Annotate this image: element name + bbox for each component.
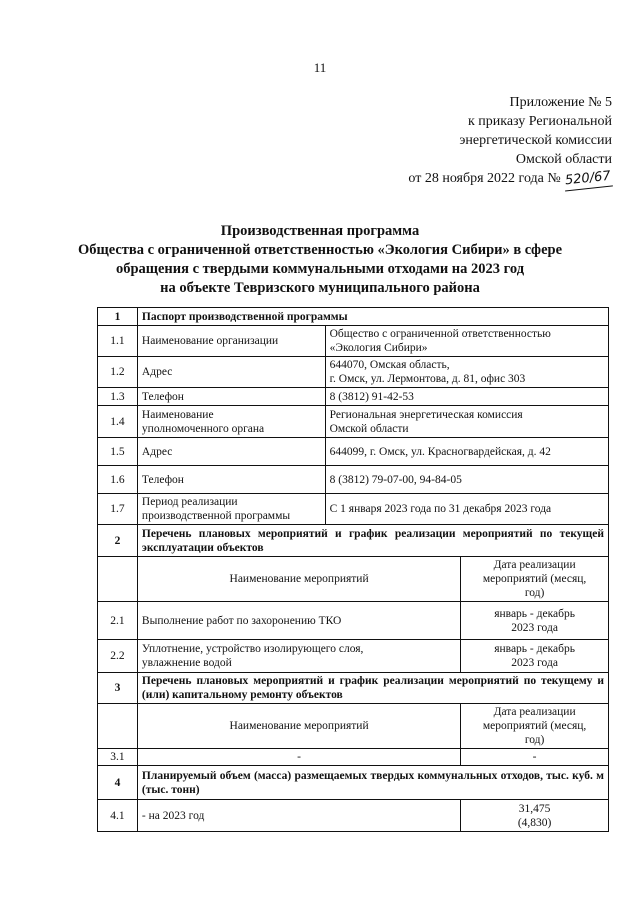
row-number: 1.2 <box>98 357 138 388</box>
row-label: - на 2023 год <box>137 800 460 832</box>
appendix-line-1: Приложение № 5 <box>509 95 612 110</box>
handwritten-order-number: 520/67 <box>563 167 613 192</box>
table-row <box>98 602 609 640</box>
section-number: 1 <box>98 308 138 326</box>
appendix-line-2: к приказу Региональной <box>467 114 612 129</box>
appendix-date-line <box>408 169 612 189</box>
row-value: Региональная энергетическая комиссия Омской области <box>325 406 608 438</box>
row-label: Уплотнение, устройство изолирующего слоя, увлажнение водой <box>137 640 460 673</box>
row-label: - <box>137 749 460 766</box>
row-number: 1.5 <box>98 438 138 466</box>
row-number: 1.3 <box>98 388 138 406</box>
table-row <box>98 357 609 388</box>
row-number: 2.1 <box>98 602 138 640</box>
table-row <box>98 388 609 406</box>
row-value: 644099, г. Омск, ул. Красногвардейская, д. 42 <box>325 438 608 466</box>
section-2-row <box>98 525 609 557</box>
row-label: Адрес <box>137 357 325 388</box>
appendix-date: от 28 ноября 2022 года № <box>408 171 561 186</box>
section-1-row <box>98 308 609 326</box>
section-title: Перечень плановых мероприятий и график реализации мероприятий по текущей эксплуатации объектов <box>137 525 608 557</box>
row-label: Наименование уполномоченного органа <box>137 406 325 438</box>
page-number: 11 <box>313 60 327 75</box>
row-number: 2.2 <box>98 640 138 673</box>
row-value: С 1 января 2023 года по 31 декабря 2023 года <box>325 494 608 525</box>
appendix-line-4: Омской области <box>515 152 612 167</box>
section-title: Паспорт производственной программы <box>137 308 608 326</box>
column-header-name: Наименование мероприятий <box>137 704 460 749</box>
row-number: 1.1 <box>98 326 138 357</box>
column-header-date: Дата реализации мероприятий (месяц, год) <box>461 557 609 602</box>
section-3-row <box>98 673 609 704</box>
section-4-row <box>98 766 609 800</box>
appendix-line-3: энергетической комиссии <box>459 133 612 148</box>
row-label: Телефон <box>137 388 325 406</box>
table-row <box>98 326 609 357</box>
section-number: 3 <box>98 673 138 704</box>
row-value: январь - декабрь 2023 года <box>461 640 609 673</box>
column-header-date: Дата реализации мероприятий (месяц, год) <box>461 704 609 749</box>
row-number: 1.7 <box>98 494 138 525</box>
table-header-row <box>98 704 609 749</box>
section-number: 2 <box>98 525 138 557</box>
row-value: январь - декабрь 2023 года <box>461 602 609 640</box>
row-value: 31,475 (4,830) <box>461 800 609 832</box>
row-value: 8 (3812) 91-42-53 <box>325 388 608 406</box>
row-value: 644070, Омская область, г. Омск, ул. Лермонтова, д. 81, офис 303 <box>325 357 608 388</box>
row-label: Выполнение работ по захоронению ТКО <box>137 602 460 640</box>
row-label: Период реализации производственной программы <box>137 494 325 525</box>
table-row <box>98 494 609 525</box>
section-number: 4 <box>98 766 138 800</box>
row-number: 3.1 <box>98 749 138 766</box>
table-row <box>98 749 609 766</box>
document-title <box>70 222 570 298</box>
section-title: Перечень плановых мероприятий и график реализации мероприятий по текущему и (или) капитальному ремонту объектов <box>137 673 608 704</box>
title-line-3: обращения с твердыми коммунальными отходами на 2023 год <box>115 261 525 277</box>
row-label: Адрес <box>137 438 325 466</box>
table-row <box>98 438 609 466</box>
table-row <box>98 406 609 438</box>
table-header-row <box>98 557 609 602</box>
title-line-4: на объекте Тевризского муниципального района <box>160 280 480 296</box>
table-row <box>98 800 609 832</box>
section-title: Планируемый объем (масса) размещаемых твердых коммунальных отходов, тыс. куб. м (тыс. тонн) <box>137 766 608 800</box>
appendix-header <box>408 93 612 189</box>
column-header-name: Наименование мероприятий <box>137 557 460 602</box>
program-table <box>97 307 609 832</box>
table-row <box>98 640 609 673</box>
row-value: - <box>461 749 609 766</box>
table-row <box>98 466 609 494</box>
title-line-1: Производственная программа <box>220 223 420 239</box>
row-number: 4.1 <box>98 800 138 832</box>
row-value: Общество с ограниченной ответственностью «Экология Сибири» <box>325 326 608 357</box>
row-number: 1.4 <box>98 406 138 438</box>
title-line-2: Общества с ограниченной ответственностью «Экология Сибири» в сфере <box>77 242 563 258</box>
row-number: 1.6 <box>98 466 138 494</box>
row-value: 8 (3812) 79-07-00, 94-84-05 <box>325 466 608 494</box>
row-label: Телефон <box>137 466 325 494</box>
row-label: Наименование организации <box>137 326 325 357</box>
